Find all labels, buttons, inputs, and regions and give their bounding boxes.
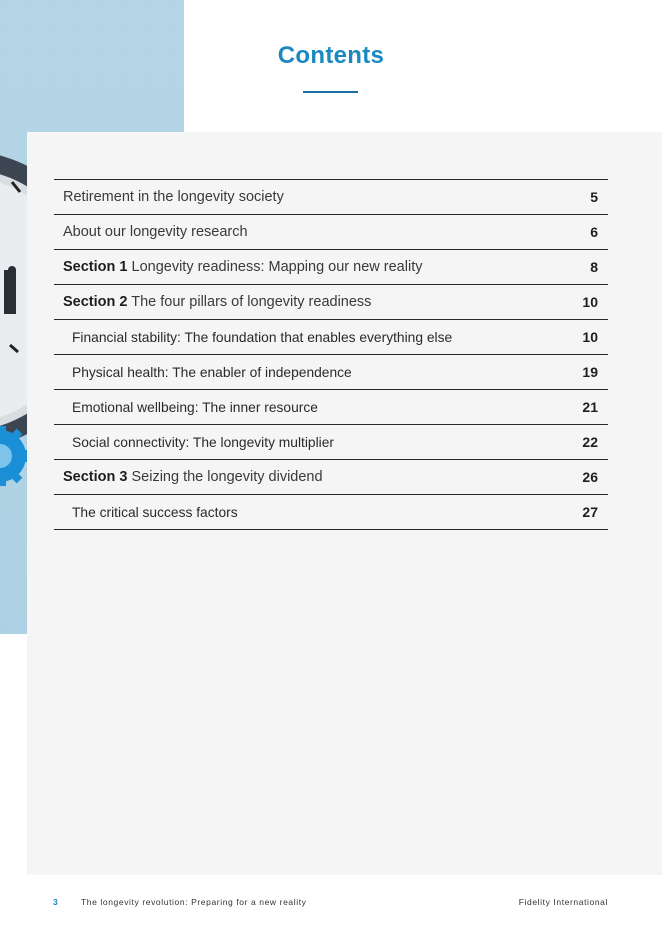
toc-entry-text: Physical health: The enabler of independence	[72, 364, 352, 380]
toc-entry-label	[54, 294, 371, 310]
toc-page-number: 8	[590, 259, 598, 275]
toc-page-number: 22	[582, 434, 598, 450]
toc-page-number: 6	[590, 224, 598, 240]
toc-entry[interactable]	[54, 460, 608, 495]
footer-document-title: The longevity revolution: Preparing for a new reality	[81, 897, 307, 907]
toc-entry-text: Longevity readiness: Mapping our new reality	[131, 259, 423, 275]
toc-entry-label	[54, 189, 284, 205]
toc-entry-label	[54, 469, 323, 485]
toc-entry[interactable]	[54, 180, 608, 215]
footer-page-number: 3	[53, 897, 59, 907]
toc-entry[interactable]	[54, 355, 608, 390]
toc-entry-label	[54, 259, 422, 275]
toc-page-number: 26	[582, 469, 598, 485]
title-underline	[303, 91, 358, 93]
page-title: Contents	[277, 42, 385, 69]
table-of-contents	[54, 179, 608, 530]
toc-entry[interactable]	[54, 215, 608, 250]
toc-entry-text: The four pillars of longevity readiness	[131, 294, 372, 310]
toc-section-number: Section 2	[63, 294, 128, 310]
toc-entry-label	[54, 505, 238, 520]
page-footer	[53, 897, 608, 907]
toc-entry-text: Emotional wellbeing: The inner resource	[72, 399, 318, 415]
toc-entry-label	[54, 330, 452, 345]
toc-entry-text: Retirement in the longevity society	[63, 189, 284, 205]
toc-page-number: 21	[582, 399, 598, 415]
toc-page-number: 19	[582, 364, 598, 380]
toc-entry[interactable]	[54, 285, 608, 320]
toc-page-number: 27	[582, 504, 598, 520]
toc-entry-text: Seizing the longevity dividend	[131, 469, 323, 485]
toc-entry[interactable]	[54, 250, 608, 285]
toc-entry-text: Social connectivity: The longevity multiplier	[72, 434, 335, 450]
toc-section-number: Section 3	[63, 469, 128, 485]
toc-entry-text: Financial stability: The foundation that enables everything else	[72, 329, 453, 345]
toc-entry-text: The critical success factors	[72, 504, 238, 520]
toc-page-number: 10	[582, 294, 598, 310]
toc-entry-label	[54, 224, 248, 240]
toc-page-number: 10	[582, 329, 598, 345]
toc-entry[interactable]	[54, 495, 608, 530]
toc-page-number: 5	[590, 189, 598, 205]
toc-entry-label	[54, 435, 334, 450]
toc-entry[interactable]	[54, 320, 608, 355]
toc-entry[interactable]	[54, 390, 608, 425]
toc-entry-label	[54, 400, 318, 415]
toc-entry[interactable]	[54, 425, 608, 460]
toc-section-number: Section 1	[63, 259, 128, 275]
toc-entry-label	[54, 365, 352, 380]
toc-entry-text: About our longevity research	[63, 224, 248, 240]
footer-company: Fidelity International	[518, 897, 608, 907]
